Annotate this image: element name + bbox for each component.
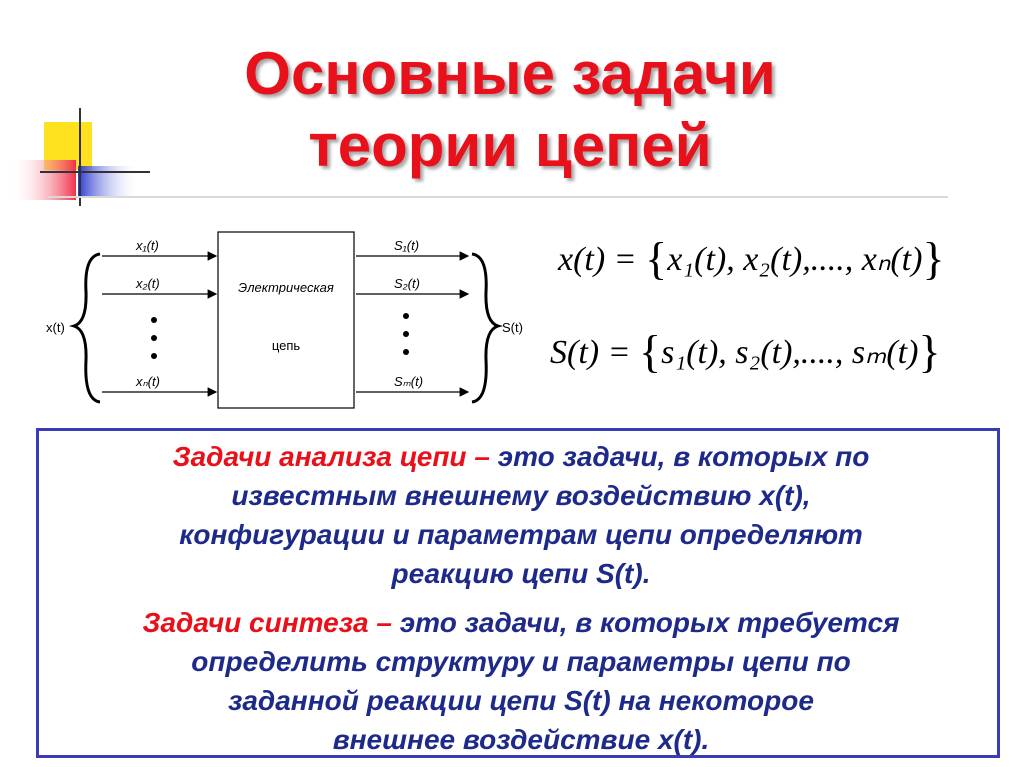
analysis-line-3: конфигурации и параметрам цепи определяют — [179, 519, 863, 550]
synthesis-line-1-rest: это задачи, в которых требуется — [391, 607, 900, 638]
input-dot — [151, 353, 157, 359]
analysis-line-1-rest: это задачи, в которых по — [489, 441, 870, 472]
input-label-2: x₂(t) — [136, 276, 160, 291]
formula-s-close-brace: } — [918, 326, 941, 377]
slide-title — [150, 38, 870, 182]
red-square — [10, 160, 76, 200]
title-line-1: Основные задачи — [244, 40, 776, 107]
output-set-formula — [550, 325, 941, 378]
formula-s-lhs: S(t) = — [550, 334, 631, 371]
decorative-squares — [0, 0, 160, 210]
formula-x-open-brace: { — [645, 233, 668, 284]
output-group-label: S(t) — [502, 320, 523, 335]
analysis-paragraph — [39, 437, 1003, 593]
analysis-line-1 — [39, 437, 1003, 476]
analysis-line-4: реакцию цепи S(t). — [391, 558, 651, 589]
synthesis-line-3: заданной реакции цепи S(t) на некоторое — [228, 685, 814, 716]
circuit-diagram — [40, 222, 540, 422]
left-brace — [74, 254, 100, 402]
input-dot — [151, 335, 157, 341]
formula-s-body: s₁(t), s₂(t),...., sₘ(t) — [661, 334, 919, 371]
input-dot — [151, 317, 157, 323]
analysis-line-2: известным внешнему воздействию x(t), — [231, 480, 811, 511]
output-label-2: S₂(t) — [394, 276, 420, 291]
block-label-line-1: Электрическая — [238, 280, 334, 295]
input-label-n: xₙ(t) — [136, 374, 160, 389]
synthesis-line-4: внешнее воздействие x(t). — [332, 724, 710, 755]
output-dot — [403, 331, 409, 337]
block-label-line-2: цепь — [271, 338, 301, 353]
formula-x-body: x₁(t), x₂(t),...., xₙ(t) — [667, 241, 923, 278]
input-set-formula — [558, 232, 945, 285]
circuit-block — [218, 232, 354, 408]
synthesis-line-2: определить структуру и параметры цепи по — [191, 646, 851, 677]
output-dot — [403, 349, 409, 355]
right-brace — [472, 254, 498, 402]
synthesis-line-1 — [39, 603, 1003, 642]
synthesis-paragraph — [39, 603, 1003, 759]
output-label-1: S₁(t) — [394, 238, 420, 253]
output-label-m: Sₘ(t) — [394, 374, 424, 389]
analysis-term: Задачи анализа цепи – — [172, 441, 490, 472]
blue-square — [78, 166, 140, 196]
input-label-1: x₁(t) — [136, 238, 159, 253]
title-line-2: теории цепей — [308, 112, 712, 179]
formula-s-open-brace: { — [639, 326, 662, 377]
formula-x-lhs: x(t) = — [558, 241, 637, 278]
output-dot — [403, 313, 409, 319]
formula-x-close-brace: } — [922, 233, 945, 284]
divider — [48, 196, 948, 198]
definitions-box — [36, 428, 1000, 758]
synthesis-term: Задачи синтеза – — [142, 607, 392, 638]
input-group-label: x(t) — [46, 320, 65, 335]
